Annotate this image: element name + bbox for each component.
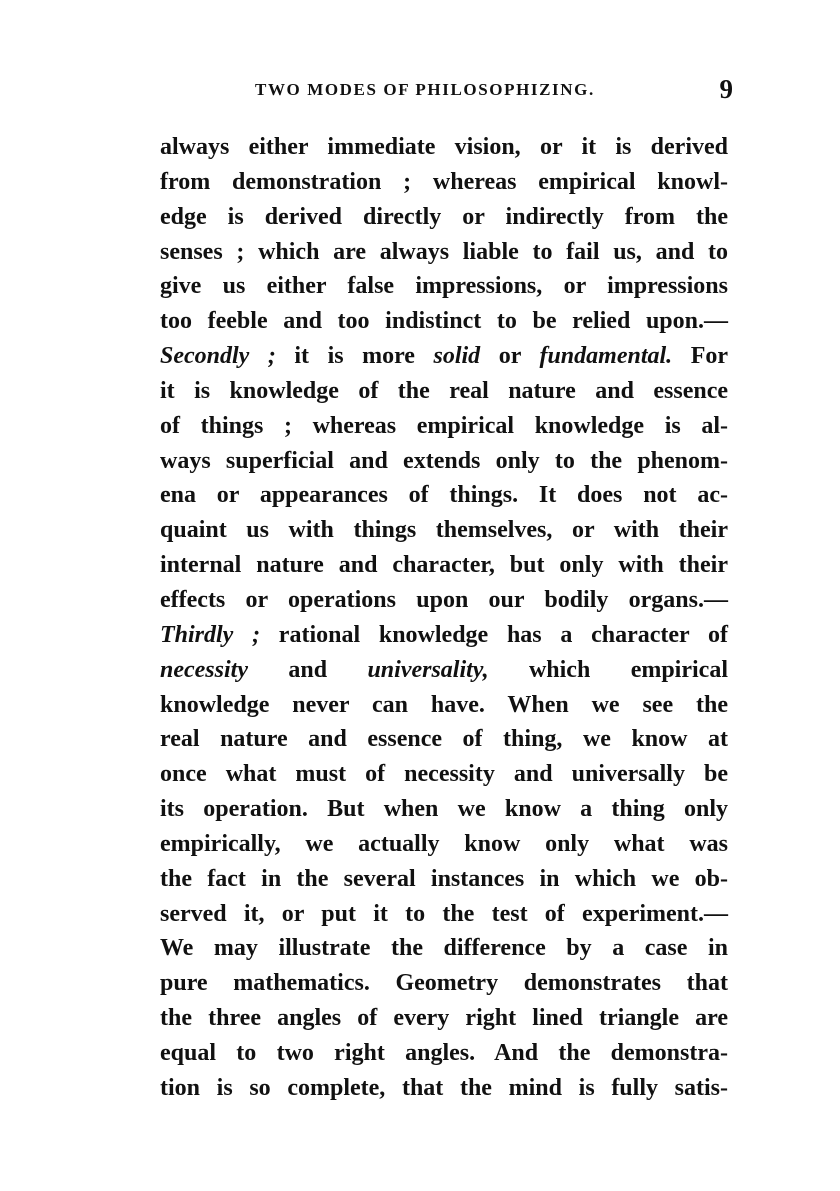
text-line-11: ena or appearances of things. It does not ac- xyxy=(160,482,728,509)
text-line-27: equal to two right angles. And the demonstra- xyxy=(160,1039,728,1066)
text-line-7-part: it is more xyxy=(275,343,434,370)
running-head xyxy=(255,74,735,104)
text-line-8: it is knowledge of the real nature and essence xyxy=(160,377,728,404)
text-line-16-part: which empirical xyxy=(488,656,728,683)
text-line-23: served it, or put it to the test of experiment.— xyxy=(160,900,728,927)
text-line-10: ways superficial and extends only to the phenom- xyxy=(160,447,728,474)
text-line-24: We may illustrate the difference by a case in xyxy=(160,935,728,962)
emphasis-solid: solid xyxy=(433,343,481,370)
text-line-16-part: and xyxy=(247,656,368,683)
text-line-7-part: For xyxy=(672,343,729,370)
body-text xyxy=(160,130,728,1106)
emphasis-fundamental: fundamental. xyxy=(539,343,673,370)
text-line-7-part: or xyxy=(480,343,540,370)
text-line-14: effects or operations upon our bodily organs.— xyxy=(160,586,728,613)
text-line-26: the three angles of every right lined triangle are xyxy=(160,1005,728,1032)
text-line-13: internal nature and character, but only with their xyxy=(160,552,728,579)
text-line-6: too feeble and too indistinct to be relied upon.— xyxy=(160,308,728,335)
emphasis-secondly: Secondly ; xyxy=(160,343,276,370)
text-line-1: always either immediate vision, or it is derived xyxy=(160,134,728,160)
text-line-28: tion is so complete, that the mind is fully satis- xyxy=(160,1074,728,1101)
text-line-4: senses ; which are always liable to fail us, and to xyxy=(160,238,728,265)
text-line-9: of things ; whereas empirical knowledge is al- xyxy=(160,412,728,439)
text-line-21: empirically, we actually know only what was xyxy=(160,830,728,857)
running-head-title: TWO MODES OF PHILOSOPHIZING. xyxy=(255,80,595,99)
text-line-5: give us either false impressions, or impressions xyxy=(160,273,728,300)
text-line-3: edge is derived directly or indirectly from the xyxy=(160,203,728,230)
text-line-2: from demonstration ; whereas empirical knowl- xyxy=(160,168,728,195)
text-line-15-part: rational knowledge has a character of xyxy=(260,621,728,648)
text-line-20: its operation. But when we know a thing only xyxy=(160,796,728,823)
text-line-19: once what must of necessity and universally be xyxy=(160,761,728,788)
text-line-16 xyxy=(160,653,728,688)
text-line-18: real nature and essence of thing, we know at xyxy=(160,726,728,753)
text-line-7 xyxy=(160,339,728,374)
page-number: 9 xyxy=(719,74,733,104)
text-line-15 xyxy=(160,618,728,653)
text-line-22: the fact in the several instances in which we ob- xyxy=(160,865,728,892)
text-line-25: pure mathematics. Geometry demonstrates that xyxy=(160,970,728,997)
emphasis-universality: universality, xyxy=(367,656,489,683)
text-line-17: knowledge never can have. When we see the xyxy=(160,691,728,718)
emphasis-thirdly: Thirdly ; xyxy=(160,621,261,648)
emphasis-necessity: necessity xyxy=(160,656,248,683)
text-line-12: quaint us with things themselves, or with their xyxy=(160,517,728,544)
